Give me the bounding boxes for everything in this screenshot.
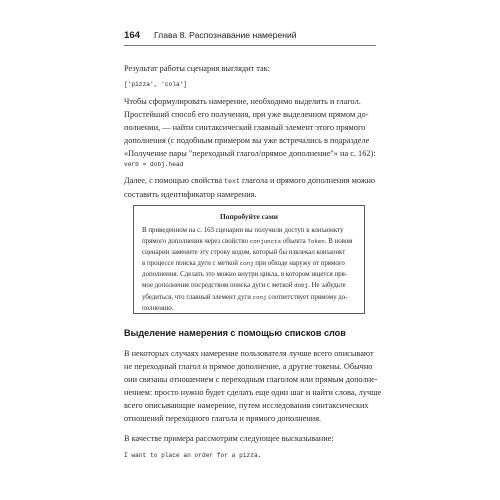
chapter-title: Глава 8. Распознавание намерений	[154, 30, 297, 40]
running-header	[124, 30, 376, 41]
tip-line	[142, 280, 358, 291]
verb-paragraph-line: «Получение пары "переходный глагол/прямое дополнение"» на с. 162):	[124, 149, 376, 159]
word-list-line: не переходный глагол и прямое дополнение, а другие токены. Обычно	[124, 362, 373, 372]
word-list-paragraph	[124, 347, 382, 426]
word-list-line: отношений переходного глагола и прямого дополнения.	[124, 414, 322, 424]
word-list-line: они связаны отношением с переходным глаголом или прямым дополне-	[124, 375, 378, 385]
text-fragment: соответствует прямому до-	[266, 293, 348, 301]
text-fragment: объекта	[281, 238, 308, 246]
text-fragment: глагола и прямого дополнения можно	[239, 176, 376, 185]
text-fragment: при обходе наружу от прямого	[253, 260, 345, 268]
tip-line	[142, 258, 358, 269]
tip-title: Попробуйте сами	[220, 212, 278, 221]
code-output-list: ['pizza', 'cola']	[124, 81, 188, 88]
verb-paragraph-line: дополнения (с подобным примером вы уже встречались в подразделе	[124, 136, 370, 146]
example-intro-paragraph: В качестве примера рассмотрим следующее высказывание:	[124, 434, 334, 443]
inline-code: dobj	[294, 282, 309, 290]
tip-line	[142, 292, 358, 303]
tip-text	[142, 225, 358, 314]
text-fragment: прямого дополнения через свойство	[142, 238, 250, 246]
intent-id-line	[124, 174, 376, 188]
code-example-utterance: I want to place an order for a pizza.	[124, 452, 262, 459]
inline-code: conj	[239, 260, 254, 268]
page-number: 164	[124, 30, 141, 41]
tip-line: дополнения. Сделать это можно внутри цикла, в котором ищется пря-	[142, 271, 348, 279]
header-rule	[124, 45, 376, 46]
text-fragment: убедиться, что главный элемент дуги	[142, 293, 253, 301]
intro-paragraph: Результат работы сценария выглядит так:	[124, 64, 270, 73]
intent-id-line: составить идентификатор намерения.	[124, 190, 257, 200]
tip-line: В приведенном на с. 163 сценарии вы получили доступ к конъюнкту	[142, 227, 344, 234]
inline-code: Token	[307, 238, 325, 246]
word-list-line: В некоторых случаях намерение пользователя лучше всего описывают	[124, 349, 374, 358]
verb-paragraph	[124, 95, 376, 160]
verb-paragraph-line: Простейший способ его получения, при уже выделенном прямом до-	[124, 110, 369, 120]
text-fragment: . Не забудьте	[308, 282, 346, 290]
text-fragment: мое дополнение посредством поиска дуги с меткой	[142, 282, 295, 290]
code-verb-head: verb = dobj.head	[124, 161, 184, 168]
text-fragment: . В новом	[324, 238, 353, 246]
inline-code: conjuncts	[249, 238, 282, 246]
try-it-yourself-box	[133, 205, 365, 314]
tip-line	[142, 236, 358, 247]
tip-line: сценарии замените эту строку кодом, который бы извлекал конъюнкт	[142, 249, 346, 257]
word-list-line: всего описывающие намерение, путем исследования синтаксических	[124, 401, 369, 411]
text-fragment: Далее, с помощью свойства	[124, 176, 225, 185]
verb-paragraph-line: полнении, — найти синтаксический главный элемент этого прямого	[124, 123, 366, 133]
verb-paragraph-line: Чтобы сформулировать намерение, необходимо выделить и глагол.	[124, 97, 361, 106]
intent-id-paragraph	[124, 174, 376, 201]
inline-code: text	[224, 178, 240, 185]
inline-code: conj	[252, 293, 267, 301]
section-heading: Выделение намерения с помощью списков слов	[124, 328, 346, 338]
text-fragment: в процессе поиска дуги с меткой	[142, 260, 240, 268]
tip-line: полнению.	[142, 304, 174, 312]
word-list-line: нением: просто нужно будет сделать еще один шаг и найти слова, лучше	[124, 388, 382, 398]
